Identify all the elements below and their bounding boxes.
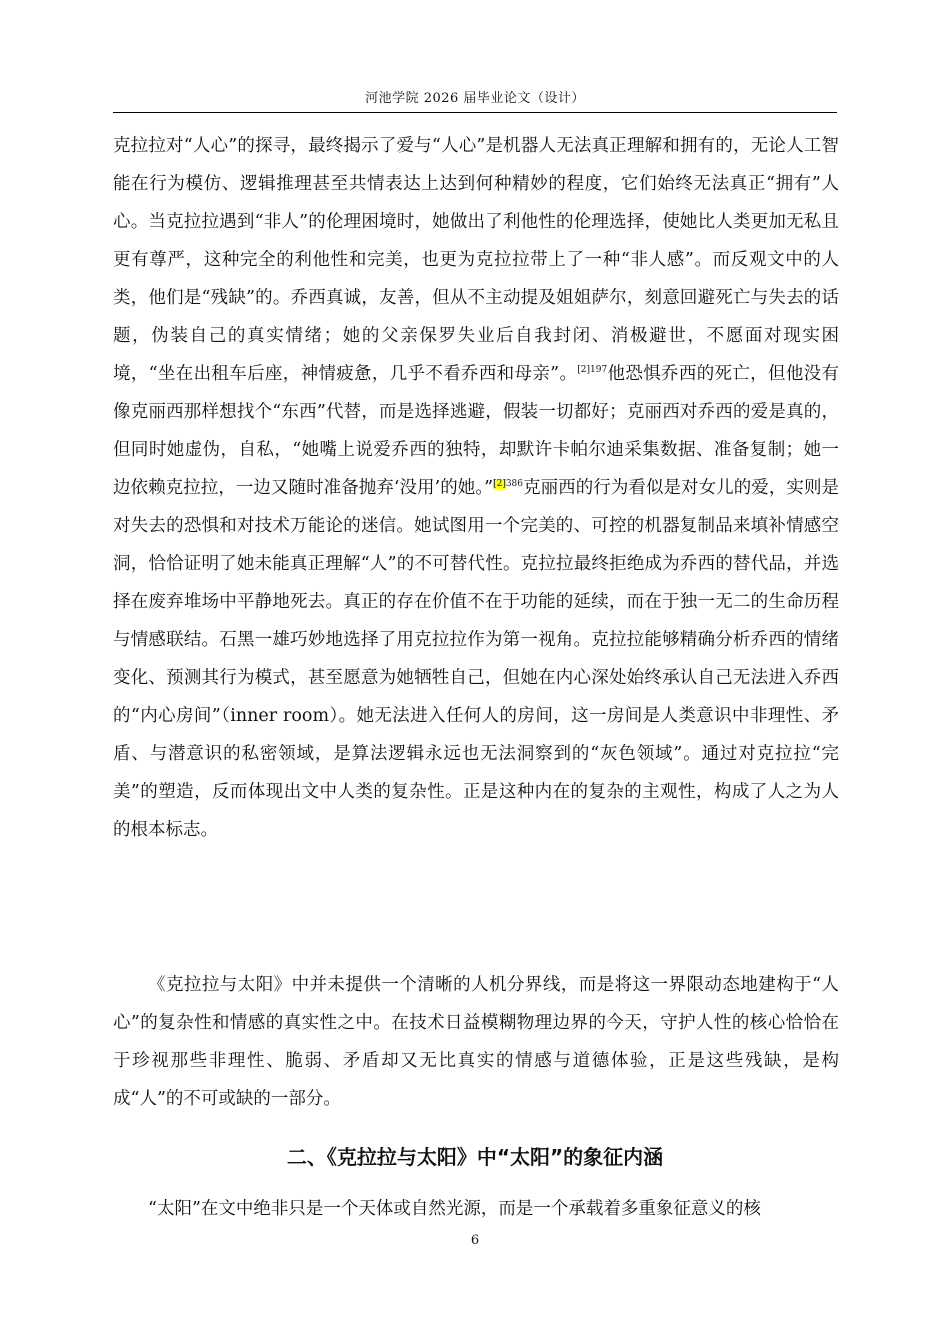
paragraph-1-text-c: 克丽西的行为看似是对女儿的爱，实则是对失去的恐惧和对技术万能论的迷信。她试图用一个完美的、可控的机器复制品来填补情感空洞，恰恰证明了她未能真正理解“人”的不可替代性。克拉拉最终拒绝成为乔西的替代品，并选择在废弃堆场中平静地死去。真正的存在价值不在于功能的延续，而在于独一无二的生命历程与情感联结。石黑一雄巧妙地选择了用克拉拉作为第一视角。克拉拉能够精确分析乔西的情绪变化、预测其行为模式，甚至愿意为她牺牲自己，但她在内心深处始终承认自己无法进入乔西的“内心房间”（inner room）。她无法进入任何人的房间，这一房间是人类意识中非理性、矛盾、与潜意识的私密领域，是算法逻辑永远也无法洞察到的“灰色领域”。通过对克拉拉“完美”的塑造，反而体现出文中人类的复杂性。正是这种内在的复杂的主观性，构成了人之为人的根本标志。 (113, 478, 839, 840)
citation-2 (493, 479, 523, 489)
page-header-title: 河池学院 2026 届毕业论文（设计） (365, 91, 585, 106)
section-heading: 二、《克拉拉与太阳》中“太阳”的象征内涵 (286, 1145, 664, 1169)
body-paragraph-1 (113, 127, 839, 849)
header-divider (113, 112, 837, 113)
citation-1-page: 197 (590, 365, 608, 376)
citation-2-page: 386 (505, 479, 524, 490)
page-number: 6 (470, 1233, 480, 1248)
paragraph-1-text-a: 克拉拉对“人心”的探寻，最终揭示了爱与“人心”是机器人无法真正理解和拥有的，无论人工智能在行为模仿、逻辑推理甚至共情表达上达到何种精妙的程度，它们始终无法真正“拥有”人心。当克拉拉遇到“非人”的伦理困境时，她做出了利他性的伦理选择，使她比人类更加无私且更有尊严，这种完全的利他性和完美，也更为克拉拉带上了一种“非人感”。而反观文中的人类，他们是“残缺”的。乔西真诚，友善，但从不主动提及姐姐萨尔，刻意回避死亡与失去的话题，伪装自己的真实情绪；她的父亲保罗失业后自我封闭、消极避世，不愿面对现实困境，“坐在出租车后座，神情疲惫，几乎不看乔西和母亲”。 (113, 136, 839, 384)
citation-2-ref-highlighted: [2] (493, 479, 506, 490)
body-paragraph-3: “太阳”在文中绝非只是一个天体或自然光源，而是一个承载着多重象征意义的核 (148, 1199, 761, 1219)
paragraph-1-text-b: 他恐惧乔西的死亡，但他没有像克丽西那样想找个“东西”代替，而是选择逃避，假装一切都好；克丽西对乔西的爱是真的，但同时她虚伪，自私，“她嘴上说爱乔西的独特，却默许卡帕尔迪采集数据、准备复制；她一边依赖克拉拉，一边又随时准备抛弃‘没用’的她。” (113, 364, 839, 498)
body-paragraph-2: 《克拉拉与太阳》中并未提供一个清晰的人机分界线，而是将这一界限动态地建构于“人心”的复杂性和情感的真实性之中。在技术日益模糊物理边界的今天，守护人性的核心恰恰在于珍视那些非理性、脆弱、矛盾却又无比真实的情感与道德体验，正是这些残缺，是构成“人”的不可或缺的一部分。 (113, 975, 839, 1109)
citation-1-ref: [2] (577, 365, 591, 376)
citation-1 (577, 365, 607, 375)
